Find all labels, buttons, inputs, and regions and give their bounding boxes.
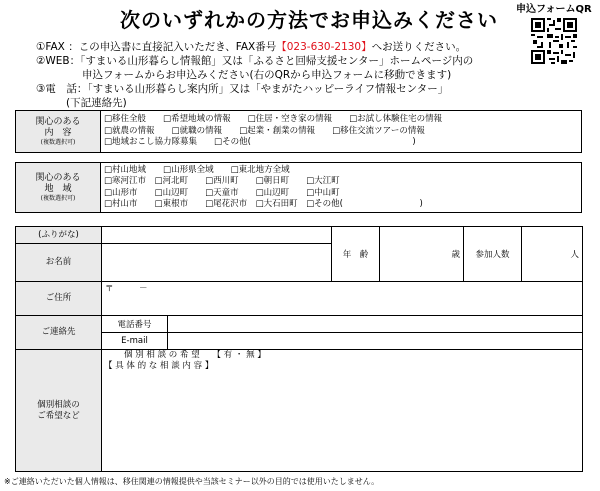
phone-field[interactable] [168,316,583,333]
instruction-fax: ①FAX ：この申込書に直接記入いただき、FAX番号【023-630-2130】へお送りください。 [36,41,467,53]
participants-field[interactable] [522,227,583,282]
instruction-web-2: 申込フォームからお申込みください(右のQRから申込フォームに移動できます) [82,69,452,81]
qr-code-icon[interactable] [531,18,577,64]
postal-mark: 〒 － [105,284,148,294]
interest-area-table [15,162,582,213]
instruction-tel-1: ③電 話：「すまいる山形暮らし案内所」又は「やまがたハッピーライフ情報センター」 [36,83,449,95]
privacy-notice: ※ご連絡いただいた個人情報は、移住関連の情報提供や当該セミナー以外の目的では使用いたしません。 [4,477,380,486]
name-label: お名前 [16,244,102,282]
interest-area-label: 関心のある 地 域 (複数選択可) [16,163,101,213]
interest-content-row[interactable]: □移住全般 □希望地域の情報 □住居・空き家の情報 □お試し体験住宅の情報 [104,114,443,125]
furigana-field[interactable] [102,227,332,244]
interest-area-row[interactable]: □山形市 □山辺町 □天童市 □山辺町 □中山町 [104,187,340,198]
interest-area-options[interactable] [101,163,582,213]
interest-content-row[interactable]: □就農の情報 □就職の情報 □起業・創業の情報 □移住交流ツアーの情報 [104,125,425,136]
interest-content-options[interactable] [101,111,582,153]
consultation-field[interactable] [102,350,583,472]
participants-unit: 人 [570,250,579,260]
interest-content-table [15,110,582,153]
age-label: 年 齢 [332,227,380,282]
age-field[interactable] [380,227,464,282]
participants-label: 参加人数 [464,227,522,282]
email-field[interactable] [168,333,583,350]
interest-area-row[interactable]: □村山地域 □山形県全域 □東北地方全域 [104,164,290,175]
instruction-tel-2: (下記連絡先) [66,97,127,109]
consultation-wish[interactable]: 個 別 相 談 の 希 望 【 有 ・ 無 】 [124,350,266,360]
contact-label: ご連絡先 [16,316,102,350]
fax-number: 【023-630-2130】 [276,41,372,53]
interest-area-row[interactable]: □寒河江市 □河北町 □西川町 □朝日町 □大江町 [104,176,340,186]
interest-area-row[interactable]: □村山市 □東根市 □尾花沢市 □大石田町 □その他( ) [104,199,423,209]
phone-label: 電話番号 [102,316,168,333]
age-unit: 歳 [451,250,460,260]
address-field[interactable] [102,282,583,316]
consultation-detail-heading: 【 具 体 的 な 相 談 内 容 】 [104,361,214,371]
address-label: ご住所 [16,282,102,316]
interest-content-label: 関心のある 内 容 (複数選択可) [16,111,101,153]
interest-content-row[interactable]: □地域おこし協力隊募集 □その他( ) [104,137,416,148]
page-title: 次のいずれかの方法でお申込みください [120,8,498,32]
consultation-label: 個別相談の ご希望など [16,350,102,472]
instruction-web-1: ②WEB：「すまいる山形暮らし情報館」又は「ふるさと回帰支援センター」ホームページ内の [36,55,474,67]
qr-label: 申込フォームQR [516,4,592,15]
applicant-form-table [15,226,583,472]
furigana-label: (ふりがな) [16,227,102,244]
name-field[interactable] [102,244,332,282]
email-label: E-mail [102,333,168,350]
